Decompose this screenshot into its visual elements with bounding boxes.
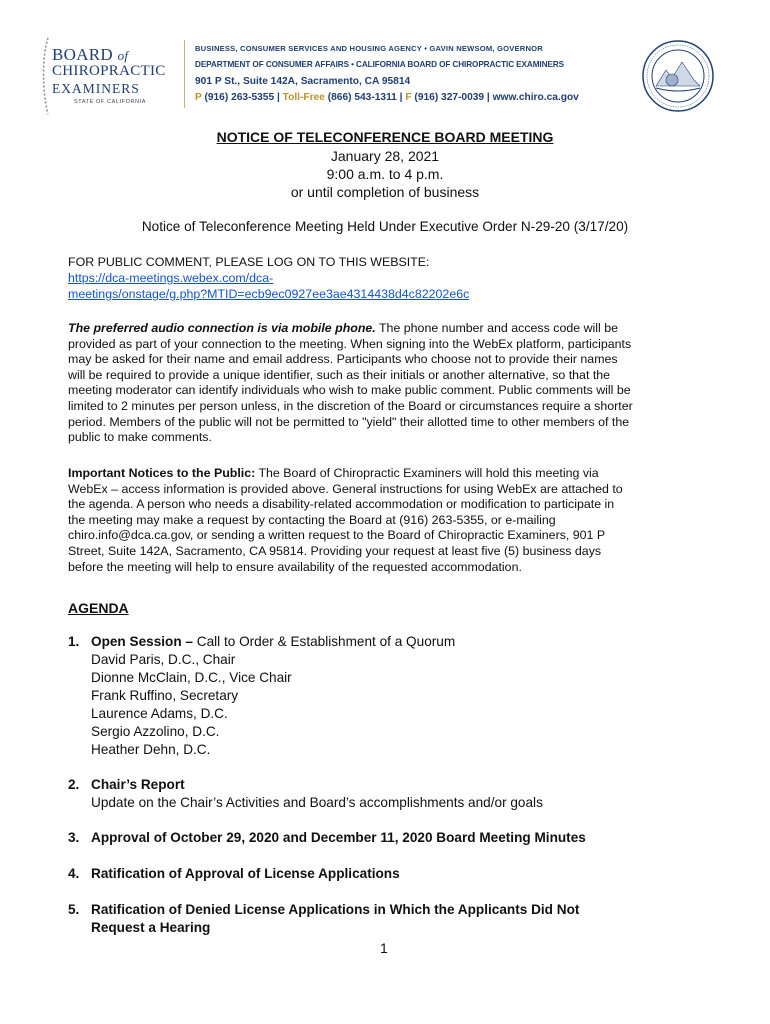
agenda-item-1-number: 1. [68,634,80,649]
executive-order-line: Notice of Teleconference Meeting Held Under Executive Order N-29-20 (3/17/20) [141,219,629,234]
agenda-item-2-title: Chair’s Report [91,777,185,792]
member-5: Sergio Azzolino, D.C. [91,724,220,739]
california-seal-icon [642,40,714,112]
webex-link-line2[interactable]: meetings/onstage/g.php?MTID=ecb9ec0927ee3ae4314438d4c82202e6c [68,287,470,301]
meeting-time: 9:00 a.m. to 4 p.m. [326,166,444,182]
webex-link-line1[interactable]: https://dca-meetings.webex.com/dca- [68,271,274,285]
agenda-heading: AGENDA [68,600,129,616]
board-logo [40,36,170,116]
member-6: Heather Dehn, D.C. [91,742,211,757]
department-line: DEPARTMENT OF CONSUMER AFFAIRS • CALIFORNIA BOARD OF CHIROPRACTIC EXAMINERS [195,60,564,69]
member-1: David Paris, D.C., Chair [91,652,236,667]
agenda-item-5-title-line1: Ratification of Denied License Applications in Which the Applicants Did Not [91,902,580,917]
notices-lead: Important Notices to the Public: [68,466,256,480]
agenda-item-5-title-line2: Request a Hearing [91,920,211,935]
logo-line-examiners: EXAMINERS [52,81,140,96]
agenda-item-5-number: 5. [68,902,80,917]
letterhead-divider [184,40,185,108]
logo-line-chiropractic: CHIROPRACTIC [52,63,166,79]
notice-title: NOTICE OF TELECONFERENCE BOARD MEETING [216,129,554,145]
agenda-item-3-number: 3. [68,830,80,845]
agenda-item-3-title: Approval of October 29, 2020 and December 11, 2020 Board Meeting Minutes [91,830,586,845]
agency-line: BUSINESS, CONSUMER SERVICES AND HOUSING AGENCY • GAVIN NEWSOM, GOVERNOR [195,44,543,53]
logo-line-board: BOARD of [52,45,129,64]
audio-lead: The preferred audio connection is via mobile phone. [68,321,376,335]
public-comment-heading: FOR PUBLIC COMMENT, PLEASE LOG ON TO THIS WEBSITE: [68,255,430,269]
meeting-until: or until completion of business [290,184,480,200]
member-2: Dionne McClain, D.C., Vice Chair [91,670,292,685]
agenda-item-2-number: 2. [68,777,80,792]
meeting-date: January 28, 2021 [330,148,440,164]
agenda-item-4-number: 4. [68,866,80,881]
logo-line-state: STATE OF CALIFORNIA [74,99,147,105]
page-number: 1 [380,940,388,956]
logo-swoosh-icon [40,36,52,116]
agenda-item-2-detail: Update on the Chair’s Activities and Board’s accomplishments and/or goals [91,795,543,810]
contact-line: P (916) 263-5355 | Toll-Free (866) 543-1311 | F (916) 327-0039 | www.chiro.ca.gov [195,92,579,103]
agenda-item-1: Open Session – Call to Order & Establishment of a Quorum [91,634,456,649]
member-4: Laurence Adams, D.C. [91,706,228,721]
address-line: 901 P St., Suite 142A, Sacramento, CA 95814 [195,76,411,87]
member-3: Frank Ruffino, Secretary [91,688,239,703]
agenda-item-4-title: Ratification of Approval of License Applications [91,866,400,881]
